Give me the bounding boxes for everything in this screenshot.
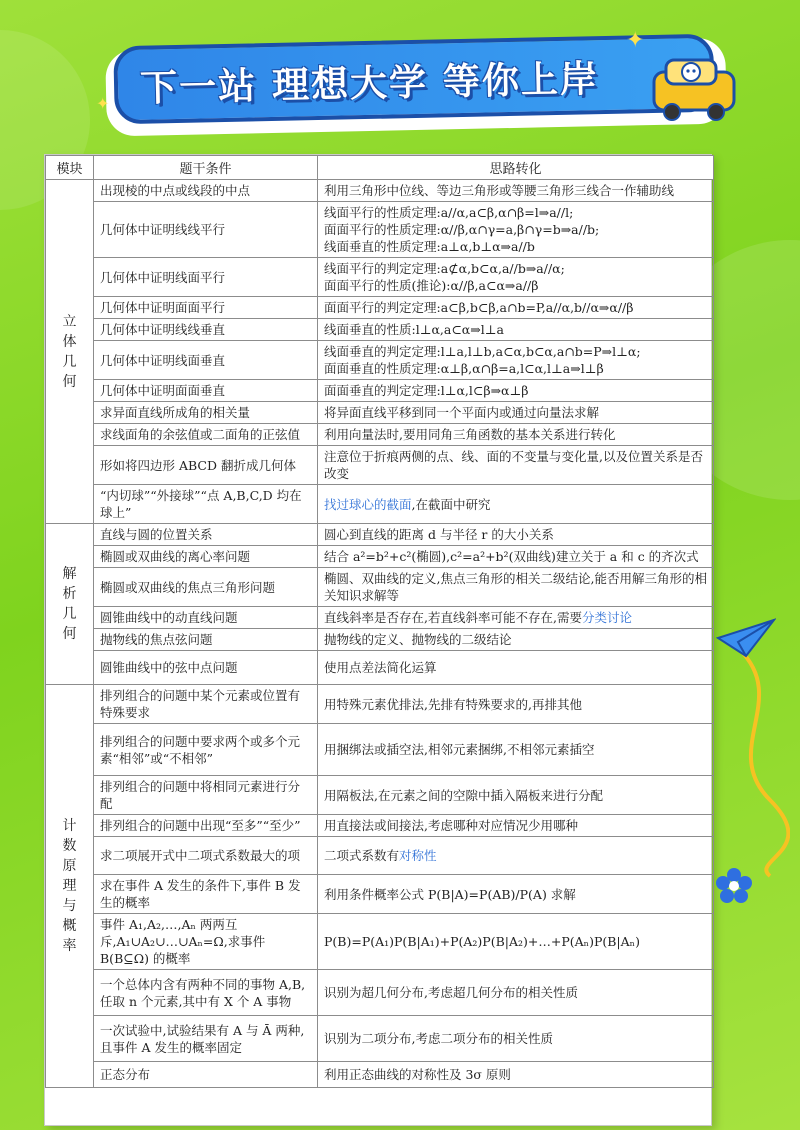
- table-row: [46, 1016, 714, 1062]
- condition-cell: 几何体中证明面面垂直: [94, 380, 318, 402]
- table-row: [46, 914, 714, 970]
- thinking-cell: [318, 837, 714, 875]
- table-row: [46, 875, 714, 914]
- condition-cell: 几何体中证明线线垂直: [94, 319, 318, 341]
- thinking-line: 圆心到直线的距离 d 与半径 r 的大小关系: [324, 527, 554, 542]
- thinking-line: 抛物线的定义、抛物线的二级结论: [324, 632, 512, 647]
- thinking-cell: [318, 607, 714, 629]
- thinking-line: 用捆绑法或插空法,相邻元素捆绑,不相邻元素插空: [324, 742, 595, 757]
- table-row: [46, 815, 714, 837]
- thinking-cell: [318, 524, 714, 546]
- thinking-line: 找过球心的截面,在截面中研究: [324, 496, 491, 512]
- flower-icon: [716, 868, 752, 904]
- thinking-line: 面面垂直的判定定理:l⊥α,l⊂β⇒α⊥β: [324, 383, 529, 398]
- table-row: [46, 180, 714, 202]
- thinking-line: 线面垂直的性质:l⊥α,a⊂α⇒l⊥a: [324, 322, 504, 337]
- condition-cell: 事件 A₁,A₂,…,Aₙ 两两互斥,A₁∪A₂∪…∪Aₙ=Ω,求事件 B(B⊆Ω) 的概率: [94, 914, 318, 970]
- table-row: [46, 424, 714, 446]
- thinking-cell: [318, 970, 714, 1016]
- table-row: [46, 1062, 714, 1088]
- thinking-line: 面面平行的性质定理:α//β,α∩γ=a,β∩γ=b⇒a//b;: [324, 222, 600, 237]
- thinking-line: 线面平行的判定定理:a⊄α,b⊂α,a//b⇒a//α;: [324, 261, 565, 276]
- condition-cell: 求异面直线所成角的相关量: [94, 402, 318, 424]
- table-row: [46, 319, 714, 341]
- thinking-line: 将异面直线平移到同一个平面内或通过向量法求解: [324, 405, 600, 420]
- thinking-cell: [318, 568, 714, 607]
- condition-cell: 正态分布: [94, 1062, 318, 1088]
- thinking-cell: [318, 1062, 714, 1088]
- thinking-cell: [318, 546, 714, 568]
- thinking-line: 面面平行的判定定理:a⊂β,b⊂β,a∩b=P,a//α,b//α⇒α//β: [324, 300, 634, 315]
- condition-cell: 几何体中证明线面平行: [94, 258, 318, 297]
- thinking-line: 利用三角形中位线、等边三角形或等腰三角形三线合一作辅助线: [324, 183, 675, 198]
- table-row: [46, 524, 714, 546]
- table-row: [46, 546, 714, 568]
- condition-cell: 圆锥曲线中的弦中点问题: [94, 651, 318, 685]
- category-label: 计数原理与概率: [62, 818, 77, 954]
- thinking-cell: [318, 651, 714, 685]
- thinking-cell: [318, 685, 714, 724]
- table-row: [46, 258, 714, 297]
- thinking-line: 线面平行的性质定理:a//α,a⊂β,α∩β=l⇒a//l;: [324, 205, 574, 220]
- thinking-line: 直线斜率是否存在,若直线斜率可能不存在,需要分类讨论: [324, 610, 632, 625]
- condition-cell: 排列组合的问题中要求两个或多个元素“相邻”或“不相邻”: [94, 724, 318, 776]
- thinking-cell: [318, 776, 714, 815]
- category-cell: [46, 180, 94, 524]
- table-row: [46, 402, 714, 424]
- swirl-decoration: [730, 640, 790, 880]
- thinking-cell: [318, 202, 714, 258]
- thinking-line: P(B)=P(A₁)P(B|A₁)+P(A₂)P(B|A₂)+…+P(Aₙ)P(B|Aₙ): [324, 934, 640, 949]
- table-row: [46, 629, 714, 651]
- car-icon: [648, 52, 740, 122]
- condition-cell: 椭圆或双曲线的离心率问题: [94, 546, 318, 568]
- condition-cell: 抛物线的焦点弦问题: [94, 629, 318, 651]
- thinking-line: 结合 a²=b²+c²(椭圆),c²=a²+b²(双曲线)建立关于 a 和 c 的齐次式: [324, 549, 699, 564]
- thinking-line: 识别为二项分布,考虑二项分布的相关性质: [324, 1031, 553, 1046]
- sparkle-icon: ✦: [96, 94, 110, 113]
- thinking-cell: [318, 319, 714, 341]
- condition-cell: 排列组合的问题中出现“至多”“至少”: [94, 815, 318, 837]
- condition-cell: 几何体中证明线面垂直: [94, 341, 318, 380]
- thinking-cell: [318, 1016, 714, 1062]
- table-row: [46, 776, 714, 815]
- header-module: 模块: [46, 156, 94, 180]
- thinking-line: 面面平行的性质(推论):α//β,a⊂α⇒a//β: [324, 278, 539, 293]
- table-row: [46, 651, 714, 685]
- sparkle-icon: ✦: [626, 28, 645, 53]
- document-page: [44, 154, 712, 1126]
- thinking-line: 用特殊元素优排法,先排有特殊要求的,再排其他: [324, 696, 582, 712]
- condition-cell: 排列组合的问题中将相同元素进行分配: [94, 776, 318, 815]
- table-row: [46, 202, 714, 258]
- thinking-line: 利用条件概率公式 P(B|A)=P(AB)/P(A) 求解: [324, 886, 576, 902]
- category-cell: [46, 685, 94, 1088]
- thinking-line: 利用正态曲线的对称性及 3σ 原则: [324, 1067, 511, 1082]
- table-row: [46, 607, 714, 629]
- thinking-line: 线面垂直的性质定理:a⊥α,b⊥α⇒a//b: [324, 239, 535, 254]
- table-row: [46, 446, 714, 485]
- condition-cell: 椭圆或双曲线的焦点三角形问题: [94, 568, 318, 607]
- thinking-cell: [318, 180, 714, 202]
- table-body: [46, 180, 714, 1088]
- condition-cell: 几何体中证明线线平行: [94, 202, 318, 258]
- category-cell: [46, 524, 94, 685]
- banner-pill: [113, 34, 715, 125]
- thinking-cell: [318, 914, 714, 970]
- thinking-cell: [318, 402, 714, 424]
- condition-cell: 一个总体内含有两种不同的事物 A,B,任取 n 个元素,其中有 X 个 A 事物: [94, 970, 318, 1016]
- banner-title: 下一站 理想大学 等你上岸: [139, 57, 600, 110]
- condition-cell: 求在事件 A 发生的条件下,事件 B 发生的概率: [94, 875, 318, 914]
- category-label: 解析几何: [62, 566, 77, 642]
- thinking-line: 利用向量法时,要用同角三角函数的基本关系进行转化: [324, 427, 616, 442]
- thinking-cell: [318, 341, 714, 380]
- table-row: [46, 568, 714, 607]
- table-row: [46, 297, 714, 319]
- table-header-row: [46, 156, 714, 180]
- table-row: [46, 685, 714, 724]
- category-label: 立体几何: [62, 313, 77, 390]
- condition-cell: 求线面角的余弦值或二面角的正弦值: [94, 424, 318, 446]
- thinking-cell: [318, 815, 714, 837]
- table-row: [46, 380, 714, 402]
- thinking-line: 面面垂直的性质定理:α⊥β,α∩β=a,l⊂α,l⊥a⇒l⊥β: [324, 361, 604, 376]
- condition-cell: 排列组合的问题中某个元素或位置有特殊要求: [94, 685, 318, 724]
- condition-cell: 圆锥曲线中的动直线问题: [94, 607, 318, 629]
- thinking-cell: [318, 380, 714, 402]
- highlight-text: 分类讨论: [581, 610, 632, 625]
- thinking-line: 线面垂直的判定定理:l⊥a,l⊥b,a⊂α,b⊂α,a∩b=P⇒l⊥α;: [324, 344, 641, 359]
- table-row: [46, 724, 714, 776]
- condition-cell: 直线与圆的位置关系: [94, 524, 318, 546]
- thinking-cell: [318, 424, 714, 446]
- table-row: [46, 837, 714, 875]
- thinking-cell: [318, 485, 714, 524]
- table-row: [46, 485, 714, 524]
- header-condition: 题干条件: [94, 156, 318, 180]
- thinking-cell: [318, 724, 714, 776]
- thinking-line: 用隔板法,在元素之间的空隙中插入隔板来进行分配: [324, 787, 603, 803]
- paper-plane-icon: [716, 616, 776, 660]
- condition-cell: 一次试验中,试验结果有 A 与 Ā 两种,且事件 A 发生的概率固定: [94, 1016, 318, 1062]
- condition-cell: 形如将四边形 ABCD 翻折成几何体: [94, 446, 318, 485]
- header-thinking: 思路转化: [318, 156, 714, 180]
- thinking-cell: [318, 446, 714, 485]
- thinking-cell: [318, 297, 714, 319]
- thinking-cell: [318, 875, 714, 914]
- table-row: [46, 970, 714, 1016]
- thinking-line: 注意位于折痕两侧的点、线、面的不变量与变化量,以及位置关系是否改变: [324, 449, 703, 481]
- summary-table: [45, 155, 714, 1088]
- condition-cell: 几何体中证明面面平行: [94, 297, 318, 319]
- thinking-cell: [318, 629, 714, 651]
- condition-cell: 出现棱的中点或线段的中点: [94, 180, 318, 202]
- thinking-cell: [318, 258, 714, 297]
- highlight-text: 对称性: [399, 848, 437, 863]
- highlight-text: 找过球心的截面: [324, 496, 412, 512]
- condition-cell: “内切球”“外接球”“点 A,B,C,D 均在球上”: [94, 485, 318, 524]
- condition-cell: 求二项展开式中二项式系数最大的项: [94, 837, 318, 875]
- table-row: [46, 341, 714, 380]
- thinking-line: 使用点差法简化运算: [324, 660, 437, 675]
- thinking-line: 用直接法或间接法,考虑哪种对应情况少用哪种: [324, 818, 578, 833]
- thinking-line: 椭圆、双曲线的定义,焦点三角形的相关二级结论,能否用解三角形的相关知识求解等: [324, 571, 707, 603]
- thinking-line: 识别为超几何分布,考虑超几何分布的相关性质: [324, 985, 578, 1000]
- thinking-line: 二项式系数有对称性: [324, 848, 437, 863]
